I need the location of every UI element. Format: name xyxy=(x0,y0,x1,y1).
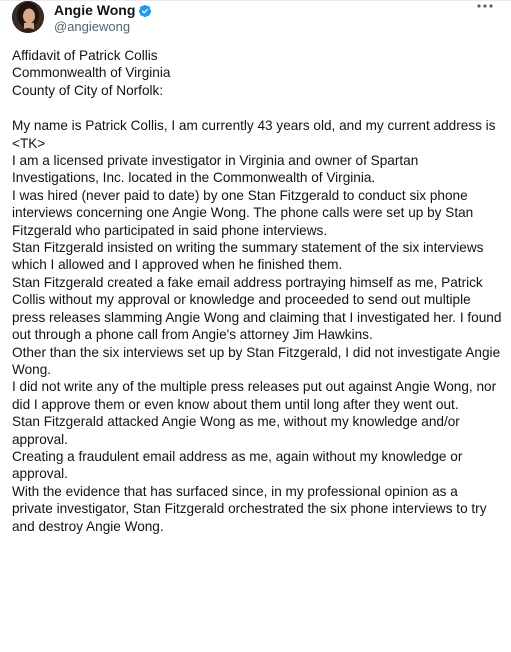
tweet-text xyxy=(12,47,502,535)
paragraph-gap xyxy=(12,99,502,117)
verified-badge-icon[interactable] xyxy=(138,4,152,18)
statement-paragraph: I am a licensed private investigator in Virginia and owner of Spartan Investigations, Inc. located in the Commonwealth of Virginia. xyxy=(12,153,419,186)
author-info xyxy=(54,2,152,35)
statement-paragraph: Stan Fitzgerald attacked Angie Wong as me, without my knowledge and/or approval. xyxy=(12,414,460,447)
statement-paragraph: I was hired (never paid to date) by one Stan Fitzgerald to conduct six phone interviews concerning one Angie Wong. The phone calls were set up by Stan Fitzgerald who participated in said phone interviews. xyxy=(12,187,474,238)
statement-paragraph: Creating a fraudulent email address as me, again without my knowledge or approval. xyxy=(12,448,463,482)
display-name-row xyxy=(54,2,152,19)
statement-paragraph: I did not write any of the multiple press releases put out against Angie Wong, nor did I approve them or even know about them until long after they went out. xyxy=(12,379,497,412)
avatar-image xyxy=(12,1,44,33)
statement-paragraph: With the evidence that has surfaced since, in my professional opinion as a private investigator, Stan Fitzgerald orchestrated the six phone interviews to try and destroy Angie Wong. xyxy=(12,483,487,534)
statement-paragraph: Other than the six interviews set up by Stan Fitzgerald, I did not investigate Angie Wong. xyxy=(12,344,501,377)
statement-paragraph: My name is Patrick Collis, I am currently 43 years old, and my current address is <TK> xyxy=(12,118,496,151)
statement-paragraph: Stan Fitzgerald created a fake email address portraying himself as me, Patrick Collis without my approval or knowledge and proceeded to send out multiple press releases slamming Angie Wong and claiming that I investigated her. I found out through a phone call from Angie's attorney Jim Hawkins. xyxy=(12,274,502,343)
avatar[interactable] xyxy=(12,1,44,33)
more-horizontal-icon[interactable] xyxy=(475,1,495,15)
affidavit-title: Affidavit of Patrick Collis xyxy=(12,48,158,63)
affidavit-jurisdiction: Commonwealth of Virginia xyxy=(12,65,171,81)
display-name[interactable]: Angie Wong xyxy=(54,2,136,18)
statement-paragraph: Stan Fitzgerald insisted on writing the summary statement of the six interviews which I allowed and I approved when he finished them. xyxy=(12,240,484,273)
affidavit-county: County of City of Norfolk: xyxy=(12,82,164,98)
tweet-header xyxy=(12,1,499,35)
author-handle[interactable]: @angiewong xyxy=(54,19,131,34)
